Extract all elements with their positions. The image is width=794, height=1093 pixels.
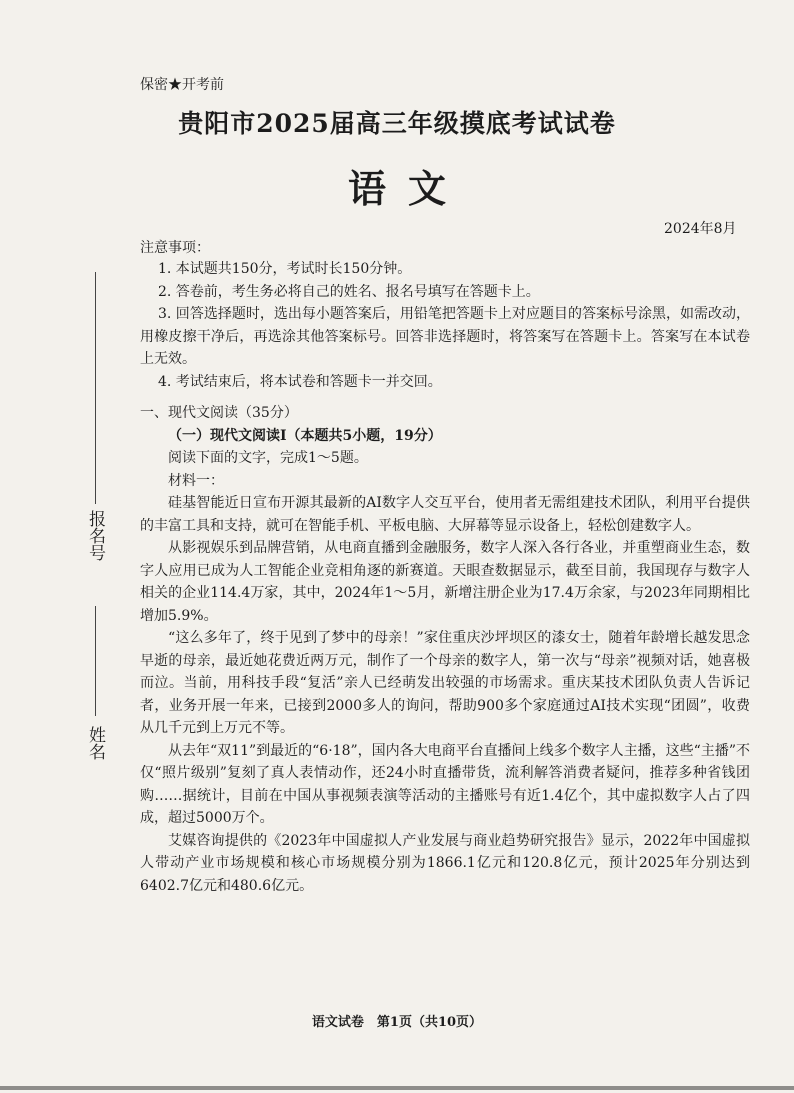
exam-date: 2024年8月 [664,221,737,237]
notes-heading: 注意事项： [140,240,210,256]
subject-title: 语文 [347,166,468,211]
name-label: 姓名 [85,726,105,760]
passage-paragraph: 从影视娱乐到品牌营销，从电商直播到金融服务，数字人深入各行各业，并重塑商业生态，数字人应用已成为人工智能企业竞相角逐的新赛道。天眼查数据显示，截至目前，我国现存与数字人相关的企业114.4万家，其中，2024年1～5月，新增注册企业为17.4万余家，与2023年同期相比增加5.9%。 [140,540,750,624]
note-item: 1. 本试题共150分，考试时长150分钟。 [158,261,412,277]
note-item: 4. 考试结束后，将本试卷和答题卡一并交回。 [158,373,442,390]
secrecy-mark: 保密★开考前 [140,77,224,93]
page-footer: 语文试卷 第1页（共10页） [311,1015,483,1030]
reading-instruction: 阅读下面的文字，完成1～5题。 [168,450,368,466]
passage-paragraph: 硅基智能近日宣布开源其最新的AI数字人交互平台，使用者无需组建技术团队，利用平台提供的丰富工具和支持，就可在智能手机、平板电脑、大屏幕等显示设备上，轻松创建数字人。 [140,495,750,534]
exam-number-line [95,272,96,504]
passage-paragraph: 艾媒咨询提供的《2023年中国虚拟人产业发展与商业趋势研究报告》显示，2022年中国虚拟人带动产业市场规模和核心市场规模分别为1866.1亿元和120.8亿元，预计2025年分别达到6402.7亿元和480.6亿元。 [140,832,750,894]
exam-title: 贵阳市2025届高三年级摸底考试试卷 [178,109,616,138]
exam-number-label: 报名号 [85,510,105,561]
name-line [95,606,96,716]
passage-paragraph: “这么多年了，终于见到了梦中的母亲！”家住重庆沙坪坝区的漆女士，随着年龄增长越发思念早逝的母亲，最近她花费近两万元，制作了一个母亲的数字人，第一次与“母亲”视频对话，她喜极而泣。当前，用科技手段“复活”亲人已经萌发出较强的市场需求。重庆某技术团队负责人告诉记者，业务开展一年来，已接到2000多人的询问，帮助900多个家庭通过AI技术实现“团圆”，收费从几千元到上万元不等。 [140,630,750,736]
note-item: 2. 答卷前，考生务必将自己的姓名、报名号填写在答题卡上。 [158,283,540,300]
binding-margin [62,0,110,1093]
scan-edge [0,1086,794,1090]
section-heading: 一、现代文阅读（35分） [140,405,298,421]
passage-paragraph: 从去年“双11”到最近的“6·18”，国内各大电商平台直播间上线多个数字人主播，这些“主播”不仅“照片级别”复刻了真人表情动作，还24小时直播带货，流利解答消费者疑问，推荐多种省钱团购……据统计，目前在中国从事视频表演等活动的主播账号有近1.4亿个，其中虚拟数字人占了四成，超过5000万个。 [140,742,750,826]
material-label: 材料一： [168,472,224,489]
section-subheading: （一）现代文阅读Ⅰ（本题共5小题，19分） [168,427,442,444]
note-item: 3. 回答选择题时，选出每小题答案后，用铅笔把答题卡上对应题目的答案标号涂黑，如需改动，用橡皮擦干净后，再选涂其他答案标号。回答非选择题时，将答案写在答题卡上。答案写在本试卷上无效。 [140,306,750,367]
body-text [140,258,750,897]
